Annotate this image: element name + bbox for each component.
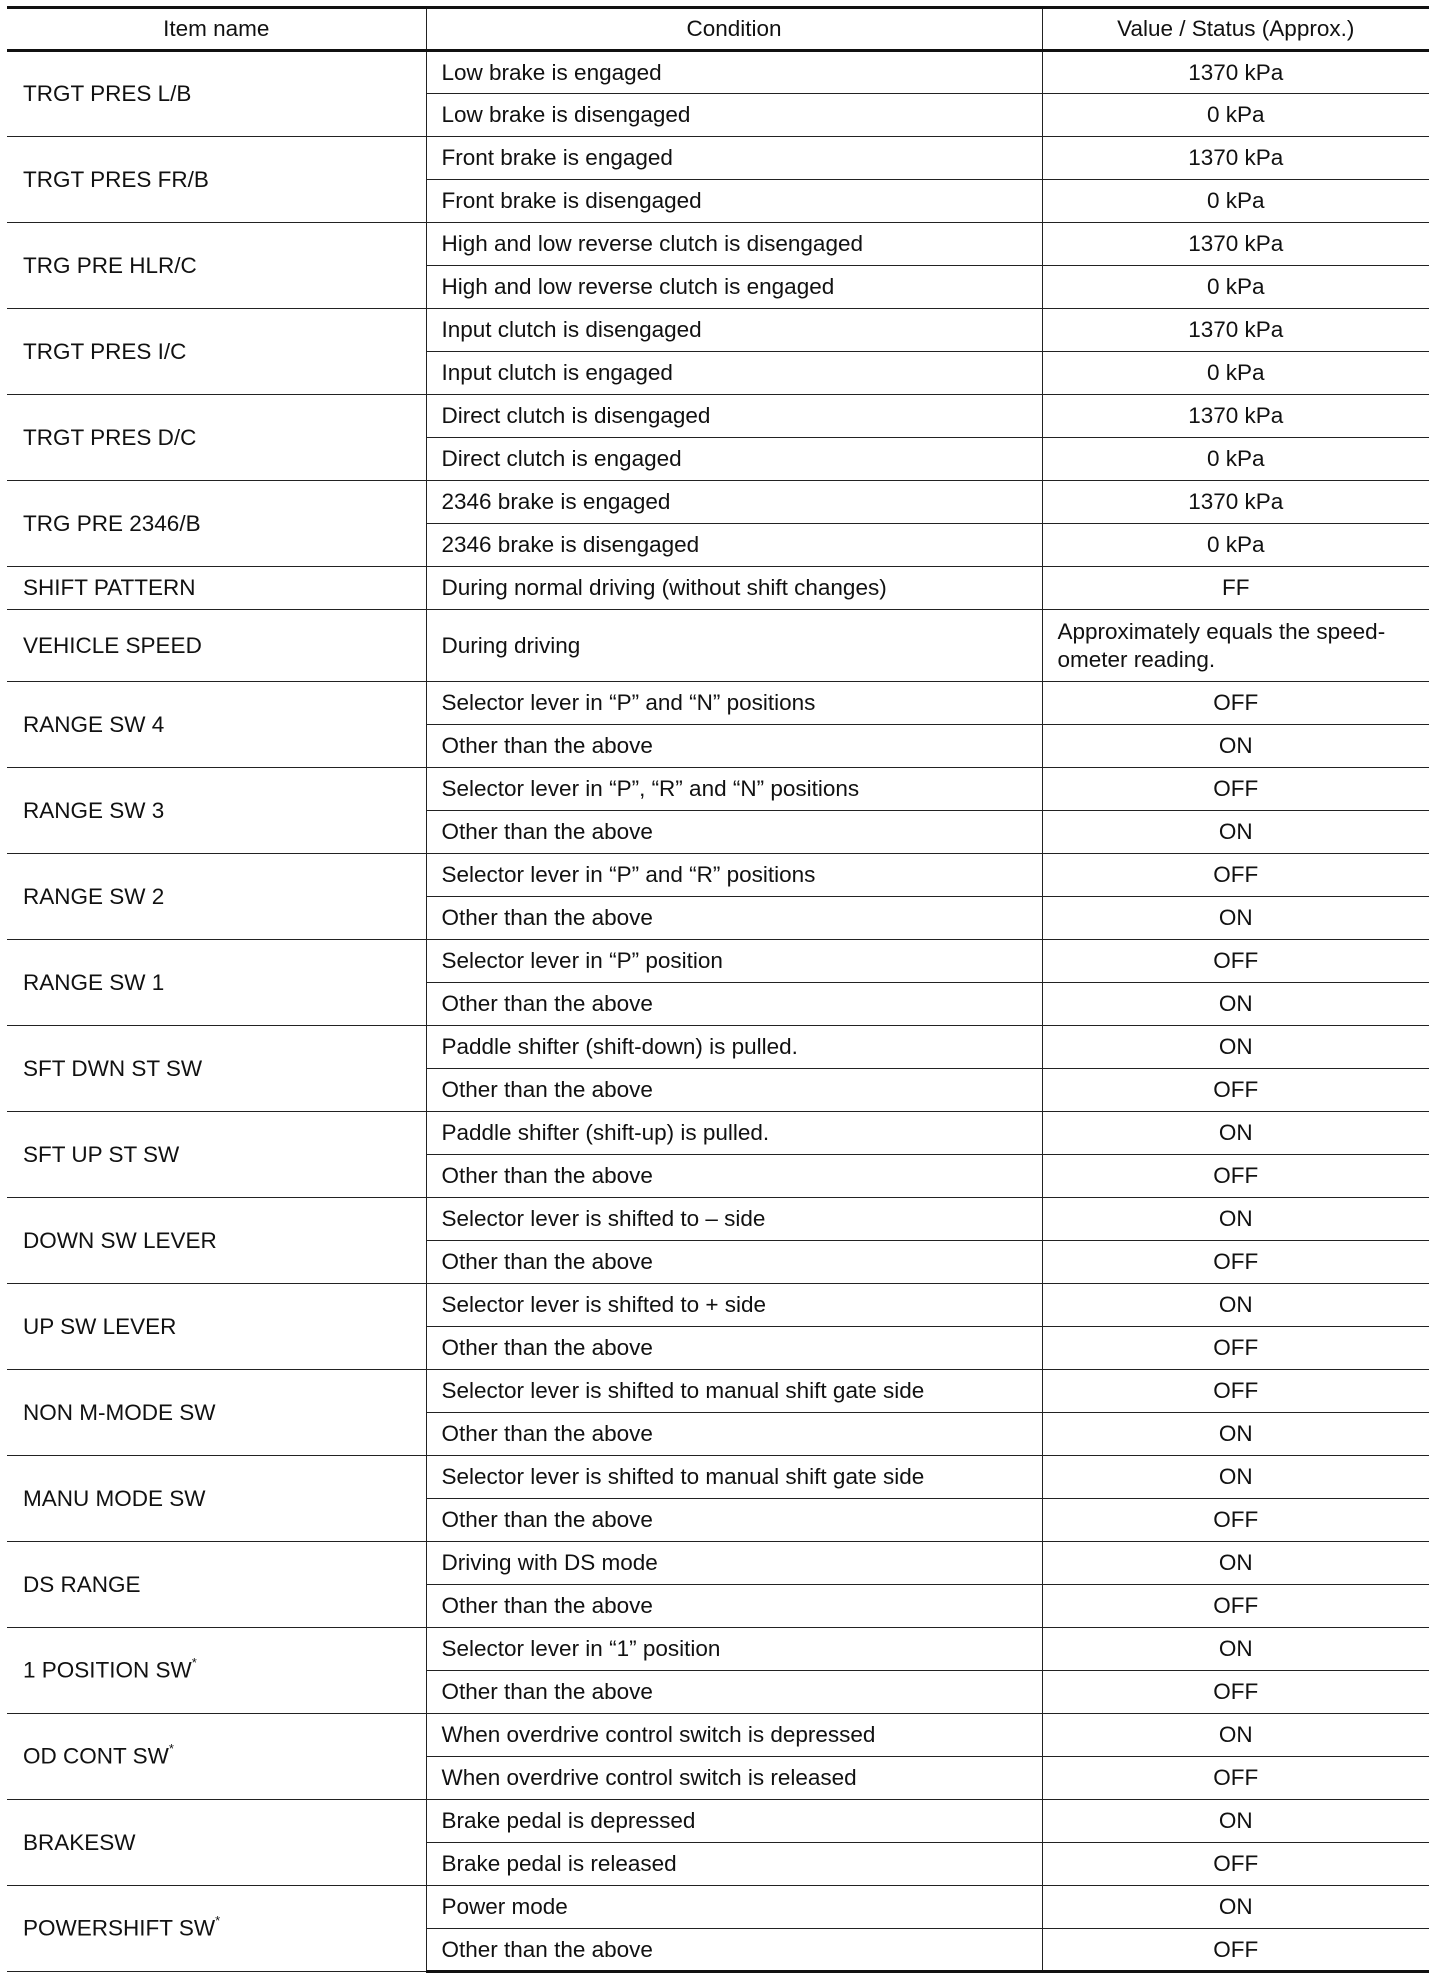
condition-cell: Selector lever in “P” and “R” positions [426, 854, 1042, 897]
table-row [7, 1714, 1429, 1757]
value-status-cell: ON [1042, 811, 1429, 854]
condition-cell: Other than the above [426, 725, 1042, 768]
item-name-cell [7, 1112, 426, 1198]
value-status-cell: ON [1042, 1456, 1429, 1499]
item-name-cell [7, 481, 426, 567]
item-name: DOWN SW LEVER [23, 1227, 217, 1253]
table-row [7, 51, 1429, 94]
item-name-cell [7, 854, 426, 940]
table-row [7, 1542, 1429, 1585]
table-row [7, 682, 1429, 725]
item-name: TRG PRE 2346/B [23, 510, 201, 536]
item-name: TRGT PRES I/C [23, 338, 187, 364]
item-name: POWERSHIFT SW [23, 1915, 216, 1941]
table-row [7, 768, 1429, 811]
condition-cell: Low brake is disengaged [426, 94, 1042, 137]
item-name: TRGT PRES D/C [23, 424, 197, 450]
value-status-cell: 0 kPa [1042, 94, 1429, 137]
item-name: UP SW LEVER [23, 1313, 177, 1339]
value-status-cell: ON [1042, 1886, 1429, 1929]
condition-cell: Input clutch is engaged [426, 352, 1042, 395]
item-name-cell [7, 768, 426, 854]
table-row [7, 1628, 1429, 1671]
value-status-cell: OFF [1042, 768, 1429, 811]
item-name: TRGT PRES FR/B [23, 166, 209, 192]
condition-cell: Other than the above [426, 1069, 1042, 1112]
item-name: SFT DWN ST SW [23, 1055, 203, 1081]
item-name: MANU MODE SW [23, 1485, 206, 1511]
value-status-cell: OFF [1042, 682, 1429, 725]
condition-cell: 2346 brake is disengaged [426, 524, 1042, 567]
condition-cell: Selector lever in “P” and “N” positions [426, 682, 1042, 725]
table-row [7, 567, 1429, 610]
table-row [7, 1886, 1429, 1929]
table-row [7, 481, 1429, 524]
table-row [7, 1284, 1429, 1327]
item-name-cell [7, 1370, 426, 1456]
item-name: TRG PRE HLR/C [23, 252, 197, 278]
item-name-cell [7, 1284, 426, 1370]
spec-table-container [7, 6, 1429, 1973]
condition-cell: Input clutch is disengaged [426, 309, 1042, 352]
value-status-cell: OFF [1042, 1843, 1429, 1886]
value-status-cell: 0 kPa [1042, 438, 1429, 481]
item-name: TRGT PRES L/B [23, 81, 192, 106]
item-name: SFT UP ST SW [23, 1141, 180, 1167]
value-status-cell: FF [1042, 567, 1429, 610]
item-name-cell [7, 1542, 426, 1628]
value-status-cell: ON [1042, 1413, 1429, 1456]
value-status-cell: 1370 kPa [1042, 51, 1429, 94]
value-status-cell: 0 kPa [1042, 352, 1429, 395]
value-status-cell: OFF [1042, 1757, 1429, 1800]
item-name-cell [7, 1026, 426, 1112]
value-line: ometer reading. [1057, 646, 1216, 672]
value-status-cell: OFF [1042, 1585, 1429, 1628]
table-row [7, 223, 1429, 266]
item-name-cell [7, 1886, 426, 1972]
value-status-cell: 1370 kPa [1042, 395, 1429, 438]
condition-cell: 2346 brake is engaged [426, 481, 1042, 524]
header-condition: Condition [426, 8, 1042, 51]
item-name-cell [7, 51, 426, 137]
value-status-cell: OFF [1042, 1929, 1429, 1972]
value-status-cell: 1370 kPa [1042, 481, 1429, 524]
item-name-cell [7, 395, 426, 481]
value-status-cell: ON [1042, 725, 1429, 768]
condition-cell: During driving [426, 610, 1042, 682]
table-row [7, 1026, 1429, 1069]
table-row [7, 1456, 1429, 1499]
item-name-cell [7, 567, 426, 610]
condition-cell: Other than the above [426, 1327, 1042, 1370]
condition-cell: Paddle shifter (shift-down) is pulled. [426, 1026, 1042, 1069]
value-status-cell: OFF [1042, 1671, 1429, 1714]
condition-cell: Selector lever in “P” position [426, 940, 1042, 983]
table-row [7, 137, 1429, 180]
value-status-cell: ON [1042, 1714, 1429, 1757]
condition-cell: High and low reverse clutch is disengaged [426, 223, 1042, 266]
item-name: OD CONT SW [23, 1743, 169, 1769]
value-status-cell: 0 kPa [1042, 266, 1429, 309]
item-name: SHIFT PATTERN [23, 575, 196, 600]
header-item-name: Item name [7, 8, 426, 51]
condition-cell: Other than the above [426, 983, 1042, 1026]
table-row [7, 1198, 1429, 1241]
value-status-cell [1042, 610, 1429, 682]
condition-cell: Other than the above [426, 1155, 1042, 1198]
condition-cell: Other than the above [426, 1585, 1042, 1628]
value-status-cell: OFF [1042, 1499, 1429, 1542]
header-value-status: Value / Status (Approx.) [1042, 8, 1429, 51]
condition-cell: Front brake is disengaged [426, 180, 1042, 223]
item-name-cell [7, 309, 426, 395]
item-name: NON M-MODE SW [23, 1399, 216, 1425]
item-name: BRAKESW [23, 1829, 136, 1855]
item-name: 1 POSITION SW [23, 1657, 192, 1683]
item-name-cell [7, 1456, 426, 1542]
value-status-cell: ON [1042, 1198, 1429, 1241]
value-status-cell: ON [1042, 897, 1429, 940]
condition-cell: Paddle shifter (shift-up) is pulled. [426, 1112, 1042, 1155]
condition-cell: Selector lever is shifted to – side [426, 1198, 1042, 1241]
table-row [7, 309, 1429, 352]
item-name-cell [7, 1800, 426, 1886]
condition-cell: Selector lever in “1” position [426, 1628, 1042, 1671]
value-status-cell: OFF [1042, 1069, 1429, 1112]
value-status-cell: OFF [1042, 854, 1429, 897]
value-status-cell: 1370 kPa [1042, 137, 1429, 180]
item-name: RANGE SW 3 [23, 797, 165, 823]
value-status-cell: ON [1042, 1542, 1429, 1585]
table-row [7, 854, 1429, 897]
condition-cell: Direct clutch is engaged [426, 438, 1042, 481]
condition-cell: Driving with DS mode [426, 1542, 1042, 1585]
table-row [7, 610, 1429, 682]
table-row [7, 395, 1429, 438]
item-name-cell [7, 682, 426, 768]
condition-cell: Low brake is engaged [426, 51, 1042, 94]
value-status-cell: OFF [1042, 940, 1429, 983]
condition-cell: Other than the above [426, 811, 1042, 854]
item-name: VEHICLE SPEED [23, 632, 202, 658]
item-name: RANGE SW 2 [23, 883, 165, 909]
item-name-cell [7, 610, 426, 682]
value-status-cell: ON [1042, 983, 1429, 1026]
condition-cell: During normal driving (without shift changes) [426, 567, 1042, 610]
item-name-cell [7, 223, 426, 309]
condition-cell: Selector lever is shifted to manual shift gate side [426, 1456, 1042, 1499]
condition-cell: Brake pedal is depressed [426, 1800, 1042, 1843]
condition-cell: Brake pedal is released [426, 1843, 1042, 1886]
table-row [7, 940, 1429, 983]
header-row [7, 8, 1429, 51]
item-name: RANGE SW 4 [23, 711, 165, 737]
condition-cell: High and low reverse clutch is engaged [426, 266, 1042, 309]
value-status-cell: 0 kPa [1042, 524, 1429, 567]
condition-cell: Other than the above [426, 897, 1042, 940]
condition-cell: Selector lever in “P”, “R” and “N” positions [426, 768, 1042, 811]
condition-cell: Other than the above [426, 1241, 1042, 1284]
condition-cell: Other than the above [426, 1671, 1042, 1714]
item-name-cell [7, 1628, 426, 1714]
value-status-cell: 0 kPa [1042, 180, 1429, 223]
table-row [7, 1112, 1429, 1155]
value-status-cell: ON [1042, 1628, 1429, 1671]
item-name-cell [7, 137, 426, 223]
value-line: Approximately equals the speed- [1057, 618, 1386, 644]
condition-cell: When overdrive control switch is depressed [426, 1714, 1042, 1757]
value-status-cell: OFF [1042, 1370, 1429, 1413]
condition-cell: Other than the above [426, 1499, 1042, 1542]
table-body [7, 51, 1429, 1972]
item-name-cell [7, 1198, 426, 1284]
value-status-cell: ON [1042, 1112, 1429, 1155]
table-row [7, 1370, 1429, 1413]
item-name-cell [7, 940, 426, 1026]
value-status-cell: 1370 kPa [1042, 223, 1429, 266]
condition-cell: Selector lever is shifted to + side [426, 1284, 1042, 1327]
condition-cell: Power mode [426, 1886, 1042, 1929]
data-monitor-table [7, 6, 1429, 1973]
value-status-cell: 1370 kPa [1042, 309, 1429, 352]
footnote-marker: * [168, 1741, 174, 1757]
condition-cell: Selector lever is shifted to manual shift gate side [426, 1370, 1042, 1413]
condition-cell: Direct clutch is disengaged [426, 395, 1042, 438]
item-name-cell [7, 1714, 426, 1800]
value-status-cell: OFF [1042, 1155, 1429, 1198]
condition-cell: Other than the above [426, 1413, 1042, 1456]
condition-cell: Front brake is engaged [426, 137, 1042, 180]
footnote-marker: * [215, 1913, 221, 1929]
value-status-cell: OFF [1042, 1327, 1429, 1370]
footnote-marker: * [191, 1655, 197, 1671]
value-status-cell: ON [1042, 1026, 1429, 1069]
condition-cell: Other than the above [426, 1929, 1042, 1972]
item-name: RANGE SW 1 [23, 969, 165, 995]
value-status-cell: ON [1042, 1284, 1429, 1327]
value-status-cell: OFF [1042, 1241, 1429, 1284]
table-header [7, 8, 1429, 51]
item-name: DS RANGE [23, 1571, 141, 1597]
value-status-cell: ON [1042, 1800, 1429, 1843]
condition-cell: When overdrive control switch is released [426, 1757, 1042, 1800]
table-row [7, 1800, 1429, 1843]
